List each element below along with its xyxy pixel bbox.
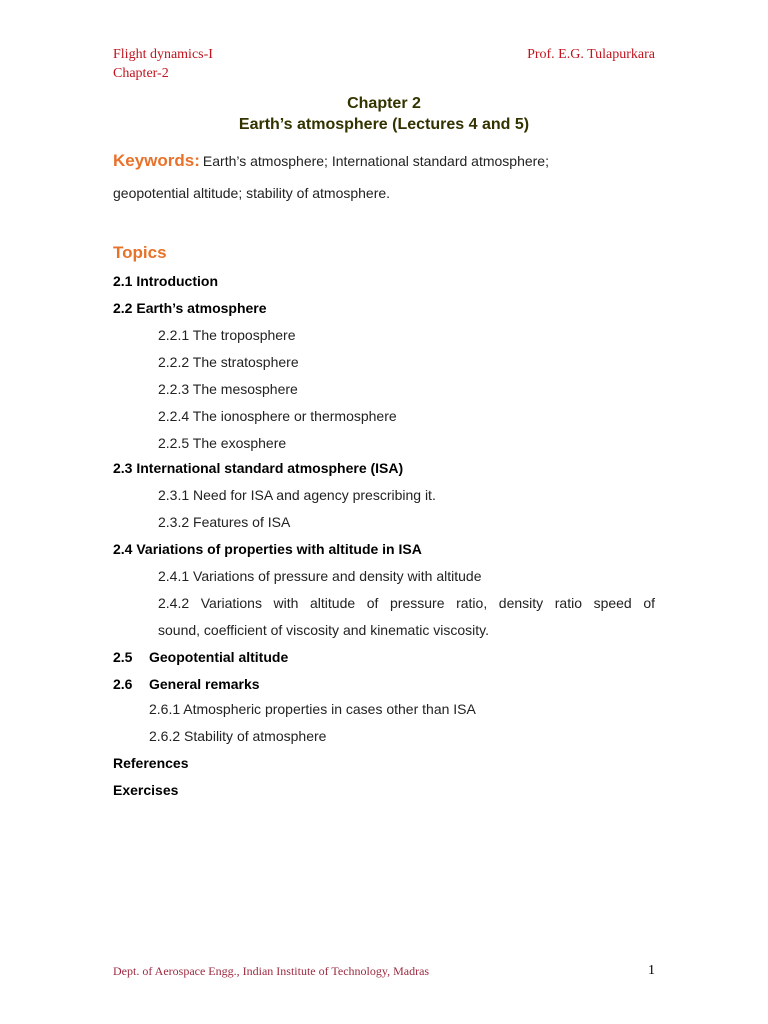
- chapter-number: Chapter 2: [347, 95, 421, 112]
- keywords-line-2: geopotential altitude; stability of atmosphere.: [113, 185, 391, 201]
- toc-item-2-3: 2.3 International standard atmosphere (ISA): [113, 460, 404, 476]
- toc-item-2-3-2: 2.3.2 Features of ISA: [158, 514, 291, 530]
- toc-item-references: References: [113, 755, 189, 771]
- toc-item-2-2-1: 2.2.1 The troposphere: [158, 327, 296, 343]
- header-author: Prof. E.G. Tulapurkara: [527, 47, 655, 62]
- toc-item-2-4-1: 2.4.1 Variations of pressure and density with altitude: [158, 568, 482, 584]
- toc-item-2-4: 2.4 Variations of properties with altitude in ISA: [113, 541, 422, 557]
- toc-item-2-1: 2.1 Introduction: [113, 273, 218, 289]
- toc-item-2-6-1: 2.6.1 Atmospheric properties in cases other than ISA: [149, 701, 476, 717]
- toc-title-2-5: Geopotential altitude: [149, 649, 289, 665]
- toc-item-2-2: 2.2 Earth’s atmosphere: [113, 300, 267, 316]
- keywords-label: Keywords:: [113, 151, 200, 170]
- chapter-title: Earth’s atmosphere (Lectures 4 and 5): [238, 116, 530, 133]
- footer-department: Dept. of Aerospace Engg., Indian Institute of Technology, Madras: [113, 964, 430, 978]
- keywords-text-1: Earth’s atmosphere; International standard atmosphere;: [202, 153, 549, 169]
- toc-item-2-6-2: 2.6.2 Stability of atmosphere: [149, 728, 327, 744]
- toc-item-2-5: [113, 649, 288, 666]
- toc-item-exercises: Exercises: [113, 782, 179, 798]
- toc-item-2-2-2: 2.2.2 The stratosphere: [158, 354, 299, 370]
- toc-item-2-4-2-line-1: 2.4.2 Variations with altitude of pressure ratio, density ratio speed of: [158, 595, 655, 611]
- toc-item-2-2-5: 2.2.5 The exosphere: [158, 435, 287, 451]
- toc-item-2-2-4: 2.2.4 The ionosphere or thermosphere: [158, 408, 397, 424]
- toc-number-2-6: 2.6: [113, 676, 133, 692]
- toc-item-2-6: [113, 676, 260, 693]
- topics-heading: Topics: [113, 243, 167, 262]
- header-chapter: Chapter-2: [113, 66, 169, 81]
- header-course: Flight dynamics-I: [113, 47, 213, 62]
- toc-item-2-4-2-line-2: sound, coefficient of viscosity and kinematic viscosity.: [158, 622, 489, 638]
- toc-number-2-5: 2.5: [113, 649, 133, 665]
- keywords-line-1: [113, 151, 549, 171]
- toc-item-2-3-1: 2.3.1 Need for ISA and agency prescribing it.: [158, 487, 436, 503]
- page-number: 1: [648, 963, 655, 978]
- toc-item-2-4-2: [158, 590, 655, 644]
- toc-item-2-2-3: 2.2.3 The mesosphere: [158, 381, 298, 397]
- toc-title-2-6: General remarks: [149, 676, 260, 692]
